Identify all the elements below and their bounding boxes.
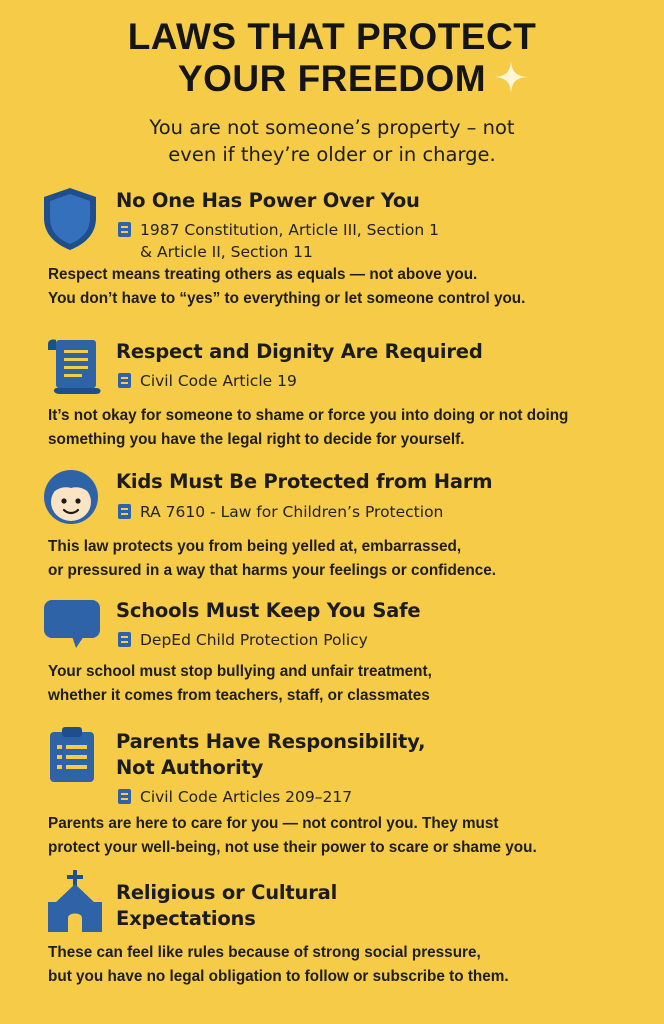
shield-icon xyxy=(42,186,98,252)
citation-deped: DepEd Child Protection Policy xyxy=(118,629,368,651)
document-icon xyxy=(118,373,131,388)
subtitle xyxy=(0,114,664,168)
church-icon xyxy=(46,870,104,934)
child-face-icon xyxy=(42,466,100,526)
body-line-1: Your school must stop bullying and unfair treatment, xyxy=(48,663,432,680)
body-line-1: It’s not okay for someone to shame or force you into doing or not doing xyxy=(48,407,569,424)
citation-civil-code-209: Civil Code Articles 209–217 xyxy=(118,786,352,808)
document-icon xyxy=(118,632,131,647)
clipboard-icon xyxy=(48,726,96,784)
subtitle-line-1: You are not someone’s property – not xyxy=(149,116,515,139)
section-title-kids-protected: Kids Must Be Protected from Harm xyxy=(116,470,493,493)
document-icon xyxy=(118,789,131,804)
section-body-respect-dignity xyxy=(48,404,660,452)
body-line-1: This law protects you from being yelled at, embarrassed, xyxy=(48,538,462,555)
title-line-2: Expectations xyxy=(116,907,256,930)
citation-line-2: & Article II, Section 11 xyxy=(140,243,313,261)
citation-civil-code-19: Civil Code Article 19 xyxy=(118,370,297,392)
section-title-no-one-has-power: No One Has Power Over You xyxy=(116,189,420,212)
document-icon xyxy=(118,222,131,237)
section-body-schools-safe xyxy=(48,660,660,708)
section-title-schools-safe: Schools Must Keep You Safe xyxy=(116,599,421,622)
subtitle-line-2: even if they’re older or in charge. xyxy=(168,143,496,166)
body-line-2: but you have no legal obligation to follow or subscribe to them. xyxy=(48,968,509,985)
speech-bubble-icon xyxy=(42,598,102,650)
title-line-1: Parents Have Responsibility, xyxy=(116,730,426,753)
body-line-2: You don’t have to “yes” to everything or let someone control you. xyxy=(48,290,526,307)
section-title-parents xyxy=(116,729,425,781)
body-line-2: or pressured in a way that harms your feelings or confidence. xyxy=(48,562,496,579)
body-line-1: These can feel like rules because of strong social pressure, xyxy=(48,944,481,961)
citation-line-1: 1987 Constitution, Article III, Section 1 xyxy=(140,221,440,239)
section-title-respect-dignity: Respect and Dignity Are Required xyxy=(116,340,483,363)
section-body-religious-cultural xyxy=(48,941,660,989)
page-title-line-1: LAWS THAT PROTECT xyxy=(127,16,537,57)
citation-ra-7610: RA 7610 - Law for Children’s Protection xyxy=(118,501,443,523)
title-line-2: Not Authority xyxy=(116,756,264,779)
body-line-2: something you have the legal right to decide for yourself. xyxy=(48,431,465,448)
body-line-2: whether it comes from teachers, staff, or classmates xyxy=(48,687,430,704)
document-icon xyxy=(118,504,131,519)
section-body-no-one-has-power xyxy=(48,263,660,311)
section-body-kids-protected xyxy=(48,535,660,583)
title-line-1: Religious or Cultural xyxy=(116,881,338,904)
section-body-parents xyxy=(48,812,660,860)
body-line-1: Parents are here to care for you — not control you. They must xyxy=(48,815,499,832)
section-title-religious-cultural xyxy=(116,880,337,932)
body-line-2: protect your well-being, not use their power to scare or shame you. xyxy=(48,839,537,856)
scroll-icon xyxy=(44,336,104,396)
sparkle-icon xyxy=(494,60,528,94)
citation-constitution xyxy=(118,219,440,261)
body-line-1: Respect means treating others as equals — not above you. xyxy=(48,266,478,283)
page-title-line-2: YOUR FREEDOM xyxy=(177,58,487,99)
